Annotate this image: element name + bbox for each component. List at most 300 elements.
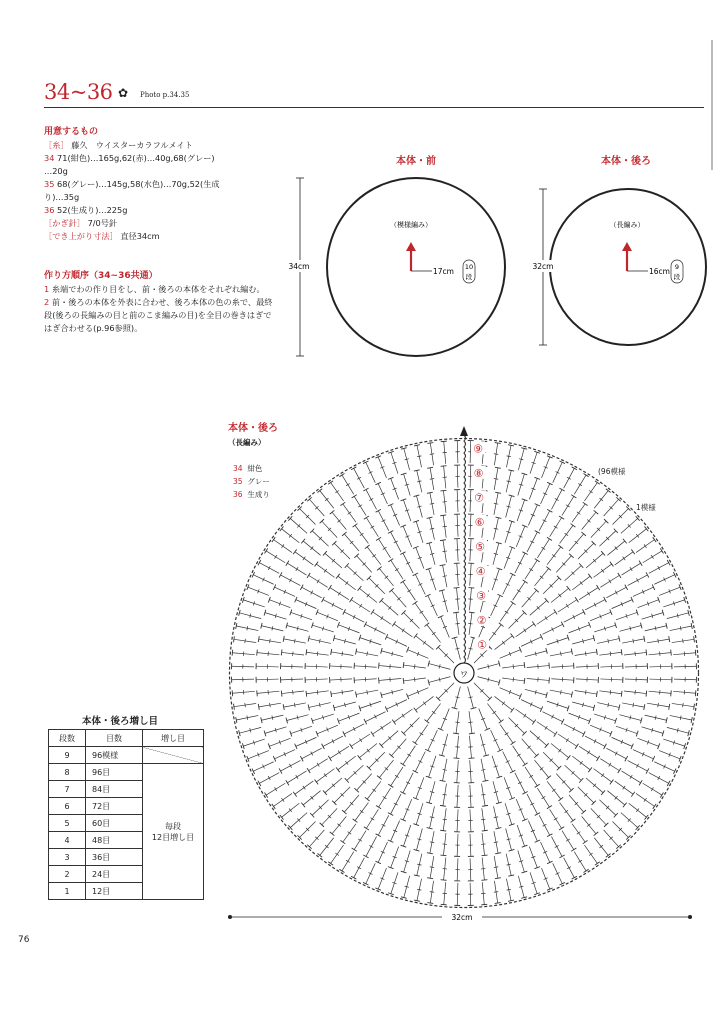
stitch-mark (655, 626, 656, 630)
stitch-mark (653, 537, 656, 542)
stitch-mark (671, 690, 672, 696)
stitch-mark (443, 576, 447, 577)
stitch-mark (371, 609, 374, 614)
procedure-section (44, 270, 276, 335)
stitch-mark (511, 601, 516, 604)
stitch-mark (494, 892, 498, 893)
stitch-mark (630, 567, 632, 571)
stitch-mark (595, 481, 600, 484)
stitch-mark (400, 552, 405, 555)
stitch-mark (575, 597, 578, 602)
stitch-mark (280, 815, 284, 820)
chart-title: 本体・後ろ (228, 423, 278, 434)
stitch-mark (651, 787, 653, 791)
stitch-mark (545, 616, 547, 620)
stitch-mark (358, 505, 362, 507)
stitch-mark (658, 703, 659, 707)
stitch-mark (510, 573, 515, 576)
stitch-mark (566, 839, 570, 841)
stitch-mark (427, 903, 433, 904)
stitch-mark (482, 805, 488, 806)
stitch-mark (443, 551, 447, 552)
stitch-mark (646, 649, 647, 655)
stitch-mark (427, 467, 433, 468)
stitch-mark (618, 573, 621, 578)
front-rows-unit: 段 (465, 273, 473, 281)
stitch-mark (343, 609, 346, 614)
stitch-mark (330, 832, 335, 836)
stitch-mark (381, 616, 383, 620)
stitch-mark (414, 677, 415, 681)
stitch-mark (673, 769, 676, 774)
stitch-mark (545, 726, 547, 730)
stitch-mark (554, 732, 557, 737)
stitch-mark (413, 573, 418, 576)
stitch-mark (383, 547, 387, 549)
stitch-mark (547, 834, 552, 837)
stitch-mark (582, 609, 585, 614)
stitch-mark (559, 516, 564, 519)
stitch-mark (375, 861, 380, 863)
stitch-mark (363, 488, 368, 491)
stitch-mark (633, 639, 634, 643)
stitch-mark (494, 867, 498, 868)
stitch-mark (547, 509, 552, 512)
stitch-mark (440, 855, 446, 856)
stitch-mark (425, 594, 430, 597)
stitch-mark (469, 733, 475, 734)
stitch-mark (669, 636, 670, 642)
stitch-mark (608, 703, 609, 707)
table-row: 6 72目 (49, 798, 204, 815)
stitch-mark (385, 634, 388, 639)
stitch-mark (381, 726, 383, 730)
stitch-mark (532, 720, 535, 725)
stitch-mark (596, 585, 599, 590)
stitch-mark (388, 784, 393, 787)
stitch-mark (413, 770, 418, 773)
stitch-mark (281, 649, 282, 655)
stitch-mark (580, 761, 583, 764)
stitch-mark (367, 652, 368, 656)
stitch-mark (636, 809, 639, 812)
stitch-mark (481, 880, 487, 881)
stitch-mark (279, 768, 282, 773)
table-row: 5 60目 (49, 815, 204, 832)
materials-heading: 用意するもの (44, 127, 99, 137)
back-rows-num: 9 (674, 263, 680, 271)
back-small-radius: 16cm (649, 267, 670, 276)
stitch-mark (513, 664, 514, 668)
stitch-mark (507, 864, 511, 865)
stitch-mark (652, 756, 654, 761)
materials-section (44, 126, 284, 243)
stitch-mark (621, 649, 622, 655)
stitch-mark (540, 634, 543, 639)
stitch-mark (502, 641, 505, 644)
stitch-mark (331, 649, 332, 655)
row-number: ⑤ (475, 540, 485, 554)
stitch-mark (364, 622, 367, 627)
table-row: 7 84目 (49, 781, 204, 798)
stitch-mark (495, 903, 501, 904)
stitch-mark (360, 810, 364, 813)
back-rows-unit: 段 (673, 273, 681, 281)
stitch-mark (353, 819, 358, 823)
header-count: 目数 (86, 730, 143, 747)
stitch-mark (623, 557, 626, 561)
stitch-mark (494, 503, 498, 504)
stitch-mark (258, 704, 259, 710)
stitch-mark (566, 505, 570, 507)
materials-line: ［でき上がり寸法］ 直径34cm (44, 231, 160, 241)
stitch-mark (403, 678, 404, 684)
stitch-mark (559, 827, 564, 830)
stitch-mark (559, 855, 564, 858)
stitch-mark (517, 754, 521, 756)
stitch-mark (294, 703, 295, 707)
stitch-mark (609, 579, 611, 583)
stitch-mark (535, 559, 540, 562)
front-diameter: 34cm (288, 262, 310, 271)
stitch-mark (343, 731, 346, 736)
stitch-mark (427, 443, 433, 444)
stitch-mark (300, 756, 303, 761)
stitch-mark (494, 842, 498, 843)
stitch-mark (430, 867, 434, 868)
stitch-mark (358, 586, 362, 591)
stitch-mark (655, 716, 656, 720)
stitch-mark (494, 817, 498, 818)
stitch-mark (575, 744, 578, 749)
stitch-mark (301, 539, 305, 544)
stitch-mark (547, 537, 552, 540)
stitch-mark (388, 531, 393, 534)
stitch-mark (495, 878, 501, 879)
stitch-mark (524, 714, 527, 718)
stitch-mark (497, 749, 502, 752)
stitch-mark (232, 650, 233, 656)
stitch-mark (583, 502, 588, 505)
stitch-mark (494, 454, 498, 455)
stitch-mark (328, 585, 331, 590)
crochet-chart (220, 420, 710, 940)
row-number: ④ (475, 564, 486, 578)
stitch-mark (631, 549, 634, 554)
chart-stitch: （長編み） (228, 438, 266, 447)
magic-ring-label: ワ (460, 670, 468, 679)
stitch-mark (561, 719, 564, 724)
stitch-mark (430, 454, 434, 455)
stitch-mark (601, 774, 604, 778)
stitch-mark (293, 792, 296, 797)
stitch-mark (589, 491, 593, 494)
stitch-mark (383, 796, 387, 798)
stitch-mark (619, 704, 620, 710)
stitch-mark (529, 568, 533, 570)
stitch-mark (683, 639, 684, 643)
front-title: 本体・前 (396, 156, 436, 167)
table-row: 4 48目 (49, 832, 204, 849)
stitch-mark (495, 517, 501, 518)
stitch-mark (423, 641, 426, 644)
stitch-mark (644, 704, 645, 710)
stitch-mark (443, 819, 447, 820)
stitch-mark (468, 623, 472, 624)
stitch-mark (493, 632, 496, 635)
stitch-mark (549, 677, 550, 683)
stitch-mark (423, 702, 426, 705)
stitch-mark (245, 639, 246, 643)
stitch-mark (646, 572, 649, 577)
stitch-mark (359, 738, 361, 742)
stitch-mark (546, 776, 551, 780)
stitch-mark (453, 733, 459, 734)
stitch-mark (306, 649, 307, 655)
stitch-mark (417, 481, 421, 482)
one-pattern-label: 1模様 (636, 503, 656, 512)
stitch-mark (483, 780, 489, 781)
stitch-mark (427, 828, 433, 829)
stitch-mark (350, 744, 353, 749)
stitch-mark (402, 714, 405, 718)
stitch-mark (440, 490, 446, 491)
stitch-mark (348, 832, 352, 835)
stitch-mark (441, 904, 447, 905)
stitch-mark (353, 524, 358, 528)
back-small-title: 本体・後ろ (601, 156, 651, 167)
stitch-mark (535, 784, 540, 787)
stitch-mark (600, 498, 603, 501)
stitch-mark (385, 706, 388, 711)
stitch-mark (247, 626, 248, 630)
stitch-mark (407, 590, 411, 592)
materials-line: 35 68(グレー)…145g,58(水色)…70g,52(生成 (44, 179, 220, 189)
stitch-mark (388, 559, 393, 562)
stitch-mark (273, 584, 275, 589)
stitch-mark (495, 853, 501, 854)
stitch-mark (542, 547, 546, 549)
stitch-mark (552, 789, 555, 792)
stitch-mark (372, 789, 375, 792)
stitch-mark (371, 732, 374, 737)
stitch-mark (324, 569, 327, 573)
start-arrow (460, 426, 468, 436)
stitch-mark (360, 533, 364, 536)
stitch-mark (481, 819, 485, 820)
stitch-mark (335, 491, 339, 494)
stitch-mark (618, 768, 621, 773)
stitch-mark (306, 691, 307, 697)
stitch-mark (283, 636, 284, 642)
stitch-mark (315, 562, 319, 567)
stitch-mark (481, 769, 485, 770)
stitch-mark (281, 691, 282, 697)
stitch-mark (580, 581, 583, 584)
stitch-mark (695, 650, 696, 656)
materials-line: 34 71(紺色)…165g,62(赤)…40g,68(グレー) (44, 153, 215, 163)
stitch-mark (554, 818, 558, 820)
stitch-mark (376, 509, 381, 512)
table-row: 2 24目 (49, 866, 204, 883)
stitch-mark (639, 780, 642, 785)
materials-line: ［糸］ 藤久 ウイスターカラフルメイト (44, 140, 193, 150)
stitch-mark (286, 780, 289, 785)
stitch-mark (413, 601, 418, 604)
stitch-mark (587, 592, 589, 596)
stitch-mark (596, 756, 599, 761)
stitch-mark (511, 708, 515, 713)
stitch-mark (356, 692, 357, 698)
stitch-mark (440, 830, 446, 831)
stitch-mark (270, 639, 271, 643)
stitch-mark (535, 531, 540, 534)
stitch-mark (604, 744, 607, 749)
stitch-mark (596, 649, 597, 655)
stitch-mark (695, 690, 696, 696)
stitch-mark (499, 623, 504, 627)
stitch-mark (524, 678, 525, 684)
stitch-mark (296, 775, 298, 779)
back-small-diameter: 32cm (532, 262, 554, 271)
stitch-mark (379, 663, 380, 669)
stitch-mark (425, 749, 430, 752)
stitch-mark (680, 716, 681, 720)
stitch-mark (505, 733, 509, 736)
stitch-mark (653, 804, 656, 809)
stitch-mark (669, 704, 670, 710)
stitch-mark (325, 845, 328, 848)
stitch-mark (430, 479, 434, 480)
stitch-mark (364, 719, 367, 724)
stitch-mark (652, 584, 654, 589)
stitch-mark (376, 834, 381, 837)
stitch-mark (600, 845, 603, 848)
stitch-mark (395, 568, 399, 570)
stitch-mark (625, 585, 628, 590)
stitch-mark (511, 741, 516, 744)
stitch-mark (427, 492, 433, 493)
stitch-mark (497, 594, 502, 597)
stitch-mark (245, 703, 246, 707)
stitch-mark (372, 554, 375, 557)
stitch-mark (303, 786, 306, 790)
stitch-mark (535, 813, 540, 816)
stitch-mark (495, 492, 501, 493)
stitch-mark (540, 706, 543, 711)
stitch-mark (558, 545, 563, 549)
procedure-step: 1 糸端でわの作り目をし、前・後ろの本体をそれぞれ編む。 (44, 284, 265, 294)
stitch-mark (420, 611, 424, 614)
stitch-mark (388, 813, 393, 816)
stitch-mark (522, 791, 527, 794)
stitch-mark (236, 717, 237, 723)
stitch-mark (571, 524, 576, 528)
stitch-mark (596, 691, 597, 697)
stitch-mark (571, 848, 576, 851)
stitch-mark (430, 817, 434, 818)
stitch-mark (370, 526, 374, 528)
stitch-mark (322, 744, 325, 749)
stitch-mark (420, 733, 424, 736)
stitch-mark (502, 702, 505, 705)
stitch-mark (236, 623, 237, 629)
stitch-mark (601, 569, 604, 573)
stitch-mark (289, 534, 292, 537)
stitch-mark (604, 597, 607, 602)
stitch-mark (441, 441, 447, 442)
row-number: ⑨ (473, 442, 483, 456)
color-legend: 34 紺色 35 グレー 36 生成り (233, 464, 270, 499)
stitch-mark (364, 827, 369, 830)
stitch-mark (694, 704, 695, 710)
stitch-mark (468, 588, 474, 589)
stitch-mark (560, 882, 565, 885)
stitch-mark (427, 853, 433, 854)
back-small-stitch: （長編み） (609, 221, 645, 229)
stitch-mark (232, 690, 233, 696)
stitch-mark (561, 622, 564, 627)
stitch-mark (400, 580, 405, 583)
stitch-mark (508, 900, 514, 901)
stitch-mark (455, 722, 459, 723)
stitch-mark (234, 704, 235, 710)
stitch-mark (610, 562, 614, 567)
stitch-mark (513, 677, 514, 681)
stitch-mark (272, 626, 273, 630)
stitch-mark (453, 612, 459, 613)
stitch-mark (342, 690, 343, 694)
stitch-mark (414, 900, 420, 901)
increase-table-title: 本体・後ろ増し目 (82, 716, 159, 727)
stitch-mark (495, 443, 501, 444)
stitch-mark (644, 798, 647, 802)
stitch-mark (414, 445, 420, 446)
stitch-mark (567, 755, 571, 760)
stitch-mark (350, 597, 353, 602)
stitch-mark (359, 604, 361, 608)
stitch-mark (296, 567, 298, 571)
stitch-mark (365, 797, 370, 801)
stitch-mark (571, 649, 572, 655)
row-number: ③ (476, 589, 486, 603)
stitch-mark (552, 554, 555, 557)
stitch-mark (289, 809, 292, 812)
stitch-mark (623, 539, 627, 544)
stitch-mark (625, 756, 628, 761)
stitch-mark (494, 479, 498, 480)
stitch-mark (379, 677, 380, 683)
stitch-mark (330, 510, 335, 514)
stitch-mark (352, 495, 357, 498)
page-number: 76 (18, 935, 30, 945)
stitch-mark (549, 663, 550, 669)
stitch-mark (583, 840, 588, 843)
stitch-mark (440, 565, 446, 566)
stitch-mark (443, 769, 447, 770)
stitch-mark (258, 781, 261, 786)
stitch-mark (392, 720, 395, 725)
stitch-mark (424, 720, 429, 724)
stitch-mark (283, 704, 284, 710)
stitch-mark (609, 763, 611, 767)
stitch-mark (529, 775, 533, 777)
stitch-mark (610, 780, 614, 785)
stitch-mark (440, 540, 446, 541)
stitch-mark (524, 629, 527, 633)
stitch-mark (417, 864, 421, 865)
pattern-number-title: 34~36 (44, 80, 113, 104)
